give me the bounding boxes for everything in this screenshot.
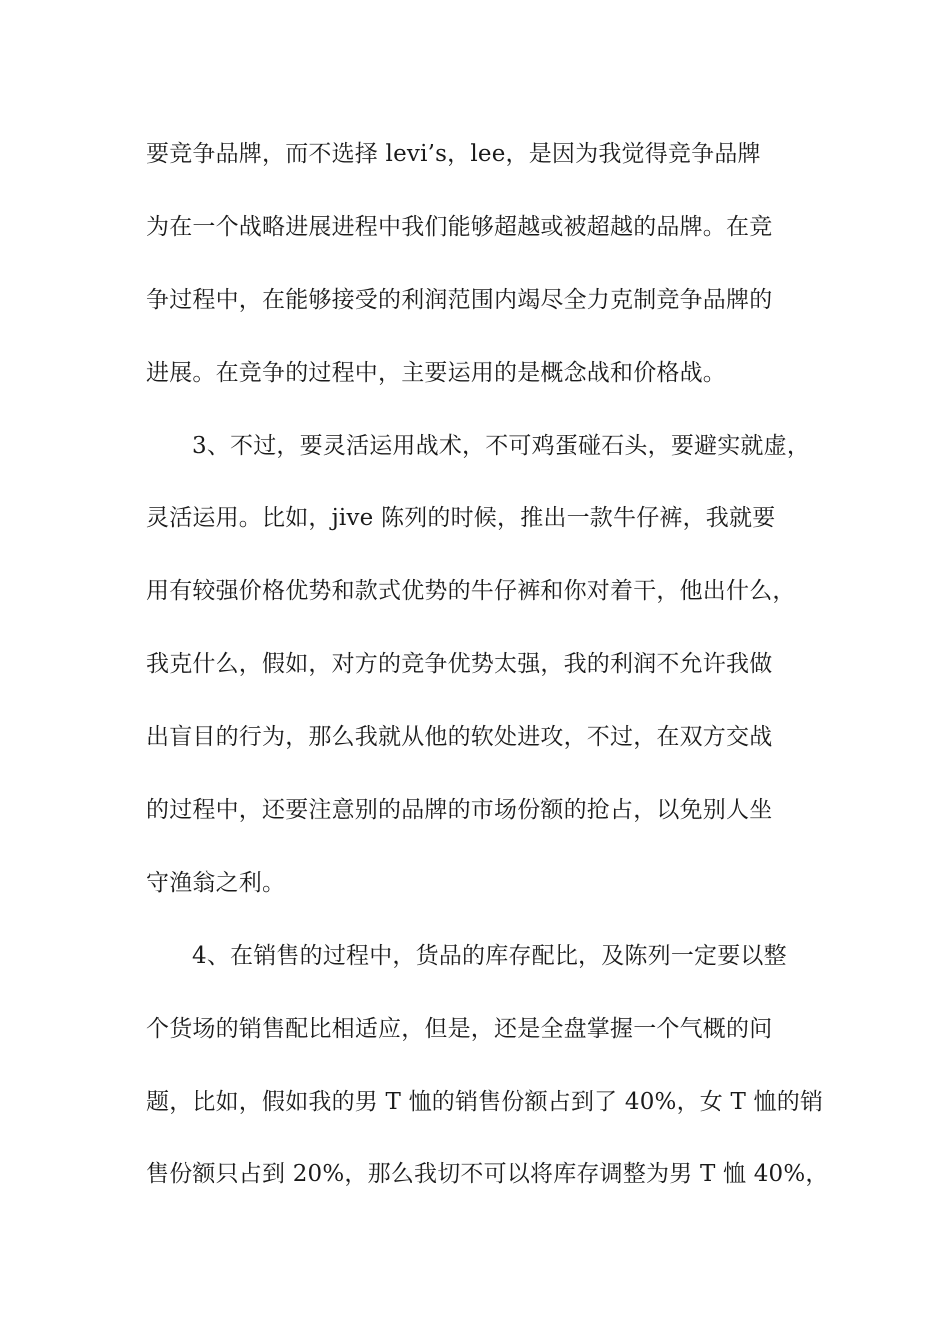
paragraph-3-first-line: 3、不过，要灵活运用战术，不可鸡蛋碰石头，要避实就虚， xyxy=(192,432,811,459)
paragraph-4-first-line: 4、在销售的过程中，货品的库存配比，及陈列一定要以整 xyxy=(192,942,787,969)
text-line: 售份额只占到 20%，那么我切不可以将库存调整为男 T 恤 40%， xyxy=(146,1161,829,1188)
text-line: 我克什么，假如，对方的竞争优势太强，我的利润不允许我做 xyxy=(146,651,773,678)
text-line: 题，比如，假如我的男 T 恤的销售份额占到了 40%，女 T 恤的销 xyxy=(146,1088,824,1115)
text-line: 争过程中，在能够接受的利润范围内竭尽全力克制竞争品牌的 xyxy=(146,286,773,313)
text-line: 个货场的销售配比相适应，但是，还是全盘掌握一个气概的问 xyxy=(146,1015,773,1042)
text-line: 守渔翁之利。 xyxy=(146,869,286,896)
text-line: 的过程中，还要注意别的品牌的市场份额的抢占，以免别人坐 xyxy=(146,797,773,824)
text-line: 灵活运用。比如，jive 陈列的时候，推出一款牛仔裤，我就要 xyxy=(146,505,776,532)
text-line: 要竞争品牌，而不选择 levi’s，lee，是因为我觉得竞争品牌 xyxy=(146,141,761,167)
text-line: 用有较强价格优势和款式优势的牛仔裤和你对着干，他出什么， xyxy=(146,578,796,605)
body-text xyxy=(146,132,829,1225)
text-line: 进展。在竞争的过程中，主要运用的是概念战和价格战。 xyxy=(146,359,726,386)
text-line: 出盲目的行为，那么我就从他的软处进攻，不过，在双方交战 xyxy=(146,724,773,751)
text-line: 为在一个战略进展进程中我们能够超越或被超越的品牌。在竞 xyxy=(146,213,773,240)
